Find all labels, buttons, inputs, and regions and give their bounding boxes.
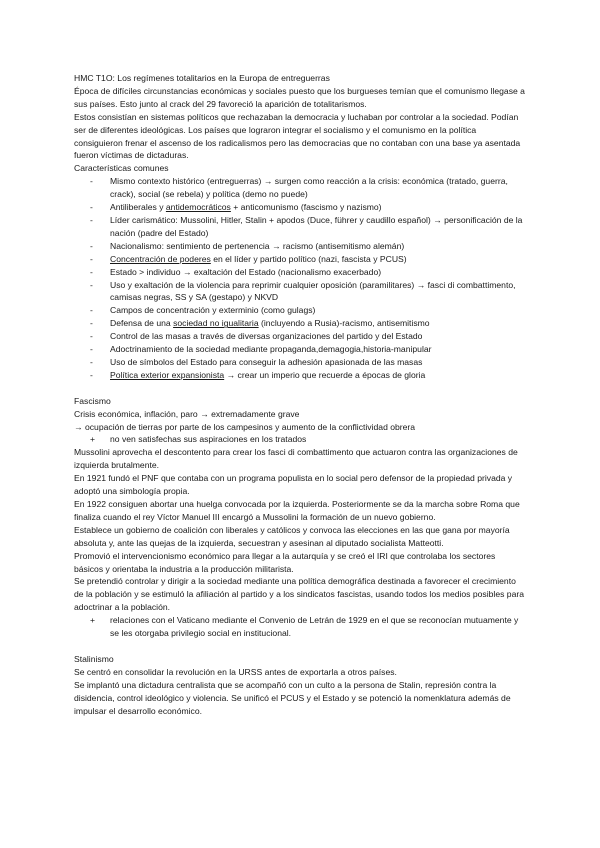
dash-bullet: - — [90, 279, 93, 290]
feature-item — [90, 214, 526, 240]
dash-bullet: - — [90, 369, 93, 380]
dash-bullet: - — [90, 356, 93, 367]
feature-text-segment: en el líder y partido político (nazi, fascista y PCUS) — [210, 253, 407, 264]
feature-text — [110, 356, 526, 369]
intro-paragraph: Estos consistían en sistemas políticos que rechazaban la democracia y luchaban por controlar a la sociedad. Podían ser de diferentes ideológicas. Los países que lograron integrar el socialismo y el comunismo en la política consiguieron frenar el ascenso de los radicalismos pero las democracias que no contaban con una base ya asentada fueron víctimas de dictaduras. — [74, 111, 521, 161]
features-list — [74, 175, 526, 382]
underlined-term: sociedad no igualitaria — [173, 318, 259, 329]
feature-text-segment: Control de las masas a través de diversas organizaciones del partido y del Estado — [110, 331, 423, 342]
dash-bullet: - — [90, 305, 93, 316]
document-body — [74, 72, 526, 718]
feature-text — [110, 201, 526, 214]
feature-item — [90, 330, 526, 343]
feature-item — [90, 369, 526, 382]
intro-paragraph: Época de difíciles circunstancias económicas y sociales puesto que los burgueses temían que el comunismo llegase a sus países. Esto junto al crack del 29 favoreció la aparición de totalitarismos. — [74, 85, 525, 109]
feature-text-segment: Uso y exaltación de la violencia para reprimir cualquier oposición (paramilitares) → fasci di combattimento, camisas negras, SS y SA (gestapo) y NKVD — [110, 279, 516, 303]
fascism-paragraph: En 1921 fundó el PNF que contaba con un programa populista en lo social pero defensor de la propiedad privada y adoptó una simbología propia. — [74, 473, 513, 497]
dash-bullet: - — [90, 240, 93, 251]
features-heading: Características comunes — [74, 163, 169, 174]
list-item-text: no ven satisfechas sus aspiraciones en los tratados — [110, 434, 307, 445]
feature-text-segment: Líder carismático: Mussolini, Hitler, Stalin + apodos (Duce, führer y caudillo español) → personificación de la nación (padre del Estado) — [110, 214, 523, 238]
feature-item — [90, 201, 526, 214]
feature-item — [90, 266, 526, 279]
feature-item — [90, 175, 526, 201]
plus-bullet: + — [90, 434, 96, 445]
list-item — [74, 614, 526, 640]
feature-text — [110, 214, 526, 240]
feature-text-segment: → crear un imperio que recuerde a épocas de gloria — [224, 369, 426, 380]
fascism-line: → ocupación de tierras por parte de los campesinos y aumento de la conflictividad obrera — [74, 421, 416, 432]
fascism-paragraph: Establece un gobierno de coalición con liberales y católicos y convoca las elecciones en las que gana por mayoría absoluta y, ante las quejas de la izquierda, secuestran y asesinan al diputado socialista Matteotti. — [74, 524, 510, 548]
feature-text-segment: Estado > individuo → exaltación del Estado (nacionalismo exacerbado) — [110, 266, 382, 277]
feature-item — [90, 253, 526, 266]
feature-text-segment: Mismo contexto histórico (entreguerras) → surgen como reacción a la crisis: económica (tratado, guerra, crack), social (se rebela) y política (demo no puede) — [110, 176, 508, 200]
stalinism-heading: Stalinismo — [74, 653, 114, 664]
underlined-term: antidemocráticos — [165, 202, 231, 213]
fascism-paragraph: Mussolini aprovecha el descontento para crear los fasci di combattimento que actuaron contra las organizaciones de izquierda brutalmente. — [74, 447, 518, 471]
dash-bullet: - — [90, 344, 93, 355]
feature-text-segment: (incluyendo a Rusia)-racismo, antisemitismo — [258, 318, 430, 329]
feature-item — [90, 279, 526, 305]
plus-bullet: + — [90, 615, 96, 626]
feature-text — [110, 240, 526, 253]
underlined-term: Concentración de poderes — [110, 253, 211, 264]
feature-text — [110, 330, 526, 343]
fascism-paragraph: En 1922 consiguen abortar una huelga convocada por la izquierda. Posteriormente se da la marcha sobre Roma que finaliza cuando el rey Víctor Manuel III encargó a Mussolini la formación de un nuevo gobierno. — [74, 499, 520, 522]
fascism-heading: Fascismo — [74, 395, 111, 406]
feature-text-segment: + anticomunismo (fascismo y nazismo) — [230, 202, 382, 213]
feature-text — [110, 304, 526, 317]
feature-text-segment: Defensa de una — [110, 318, 174, 329]
dash-bullet: - — [90, 266, 93, 277]
feature-text — [110, 343, 526, 356]
dash-bullet: - — [90, 331, 93, 342]
dash-bullet: - — [90, 253, 93, 264]
feature-item — [90, 356, 526, 369]
feature-text-segment: Campos de concentración y exterminio (como gulags) — [110, 305, 316, 316]
list-item — [74, 433, 526, 446]
feature-text-segment: Uso de símbolos del Estado para conseguir la adhesión apasionada de las masas — [110, 356, 423, 367]
feature-item — [90, 240, 526, 253]
feature-text-segment: Adoctrinamiento de la sociedad mediante propaganda,demagogia,historia-manipular — [110, 344, 432, 355]
dash-bullet: - — [90, 318, 93, 329]
feature-item — [90, 343, 526, 356]
feature-text — [110, 175, 526, 201]
feature-text — [110, 317, 526, 330]
document-title: HMC T1O: Los regímenes totalitarios en la Europa de entreguerras — [74, 73, 330, 83]
feature-text-segment: Nacionalismo: sentimiento de pertenencia → racismo (antisemitismo alemán) — [110, 240, 405, 251]
dash-bullet: - — [90, 176, 93, 187]
feature-text-segment: Antiliberales y — [110, 202, 166, 213]
dash-bullet: - — [90, 214, 93, 225]
feature-item — [90, 304, 526, 317]
feature-text — [110, 279, 526, 305]
stalinism-paragraph: Se centró en consolidar la revolución en la URSS antes de exportarla a otros países. — [74, 666, 397, 677]
feature-text — [110, 253, 526, 266]
list-item-text: relaciones con el Vaticano mediante el Convenio de Letrán de 1929 en el que se reconocían mutuamente y se les otorgaba privilegio social en institucional. — [110, 615, 519, 639]
stalinism-paragraph: Se implantó una dictadura centralista que se acompañó con un culto a la persona de Stalin, represión contra la disidencia, control ideológico y violencia. Se unificó el PCUS y el Estado y se potenció la nomenklatura además de impulsar el desarrollo económico. — [74, 679, 511, 716]
fascism-line: Crisis económica, inflación, paro → extremadamente grave — [74, 408, 300, 419]
feature-text — [110, 369, 526, 382]
fascism-paragraph: Promovió el intervencionismo económico para llegar a la autarquía y se creó el IRI que controlaba los sectores básicos y orientaba la industria a la producción militarista. — [74, 550, 496, 574]
underlined-term: Política exterior expansionista — [110, 369, 225, 380]
feature-text — [110, 266, 526, 279]
dash-bullet: - — [90, 202, 93, 213]
feature-item — [90, 317, 526, 330]
fascism-paragraph: Se pretendió controlar y dirigir a la sociedad mediante una política demográfica destinada a favorecer el crecimiento de la población y se estimuló la afiliación al partido y a los sindicatos fascistas, usando todos los medios posibles para adoctrinar a la población. — [74, 576, 524, 613]
